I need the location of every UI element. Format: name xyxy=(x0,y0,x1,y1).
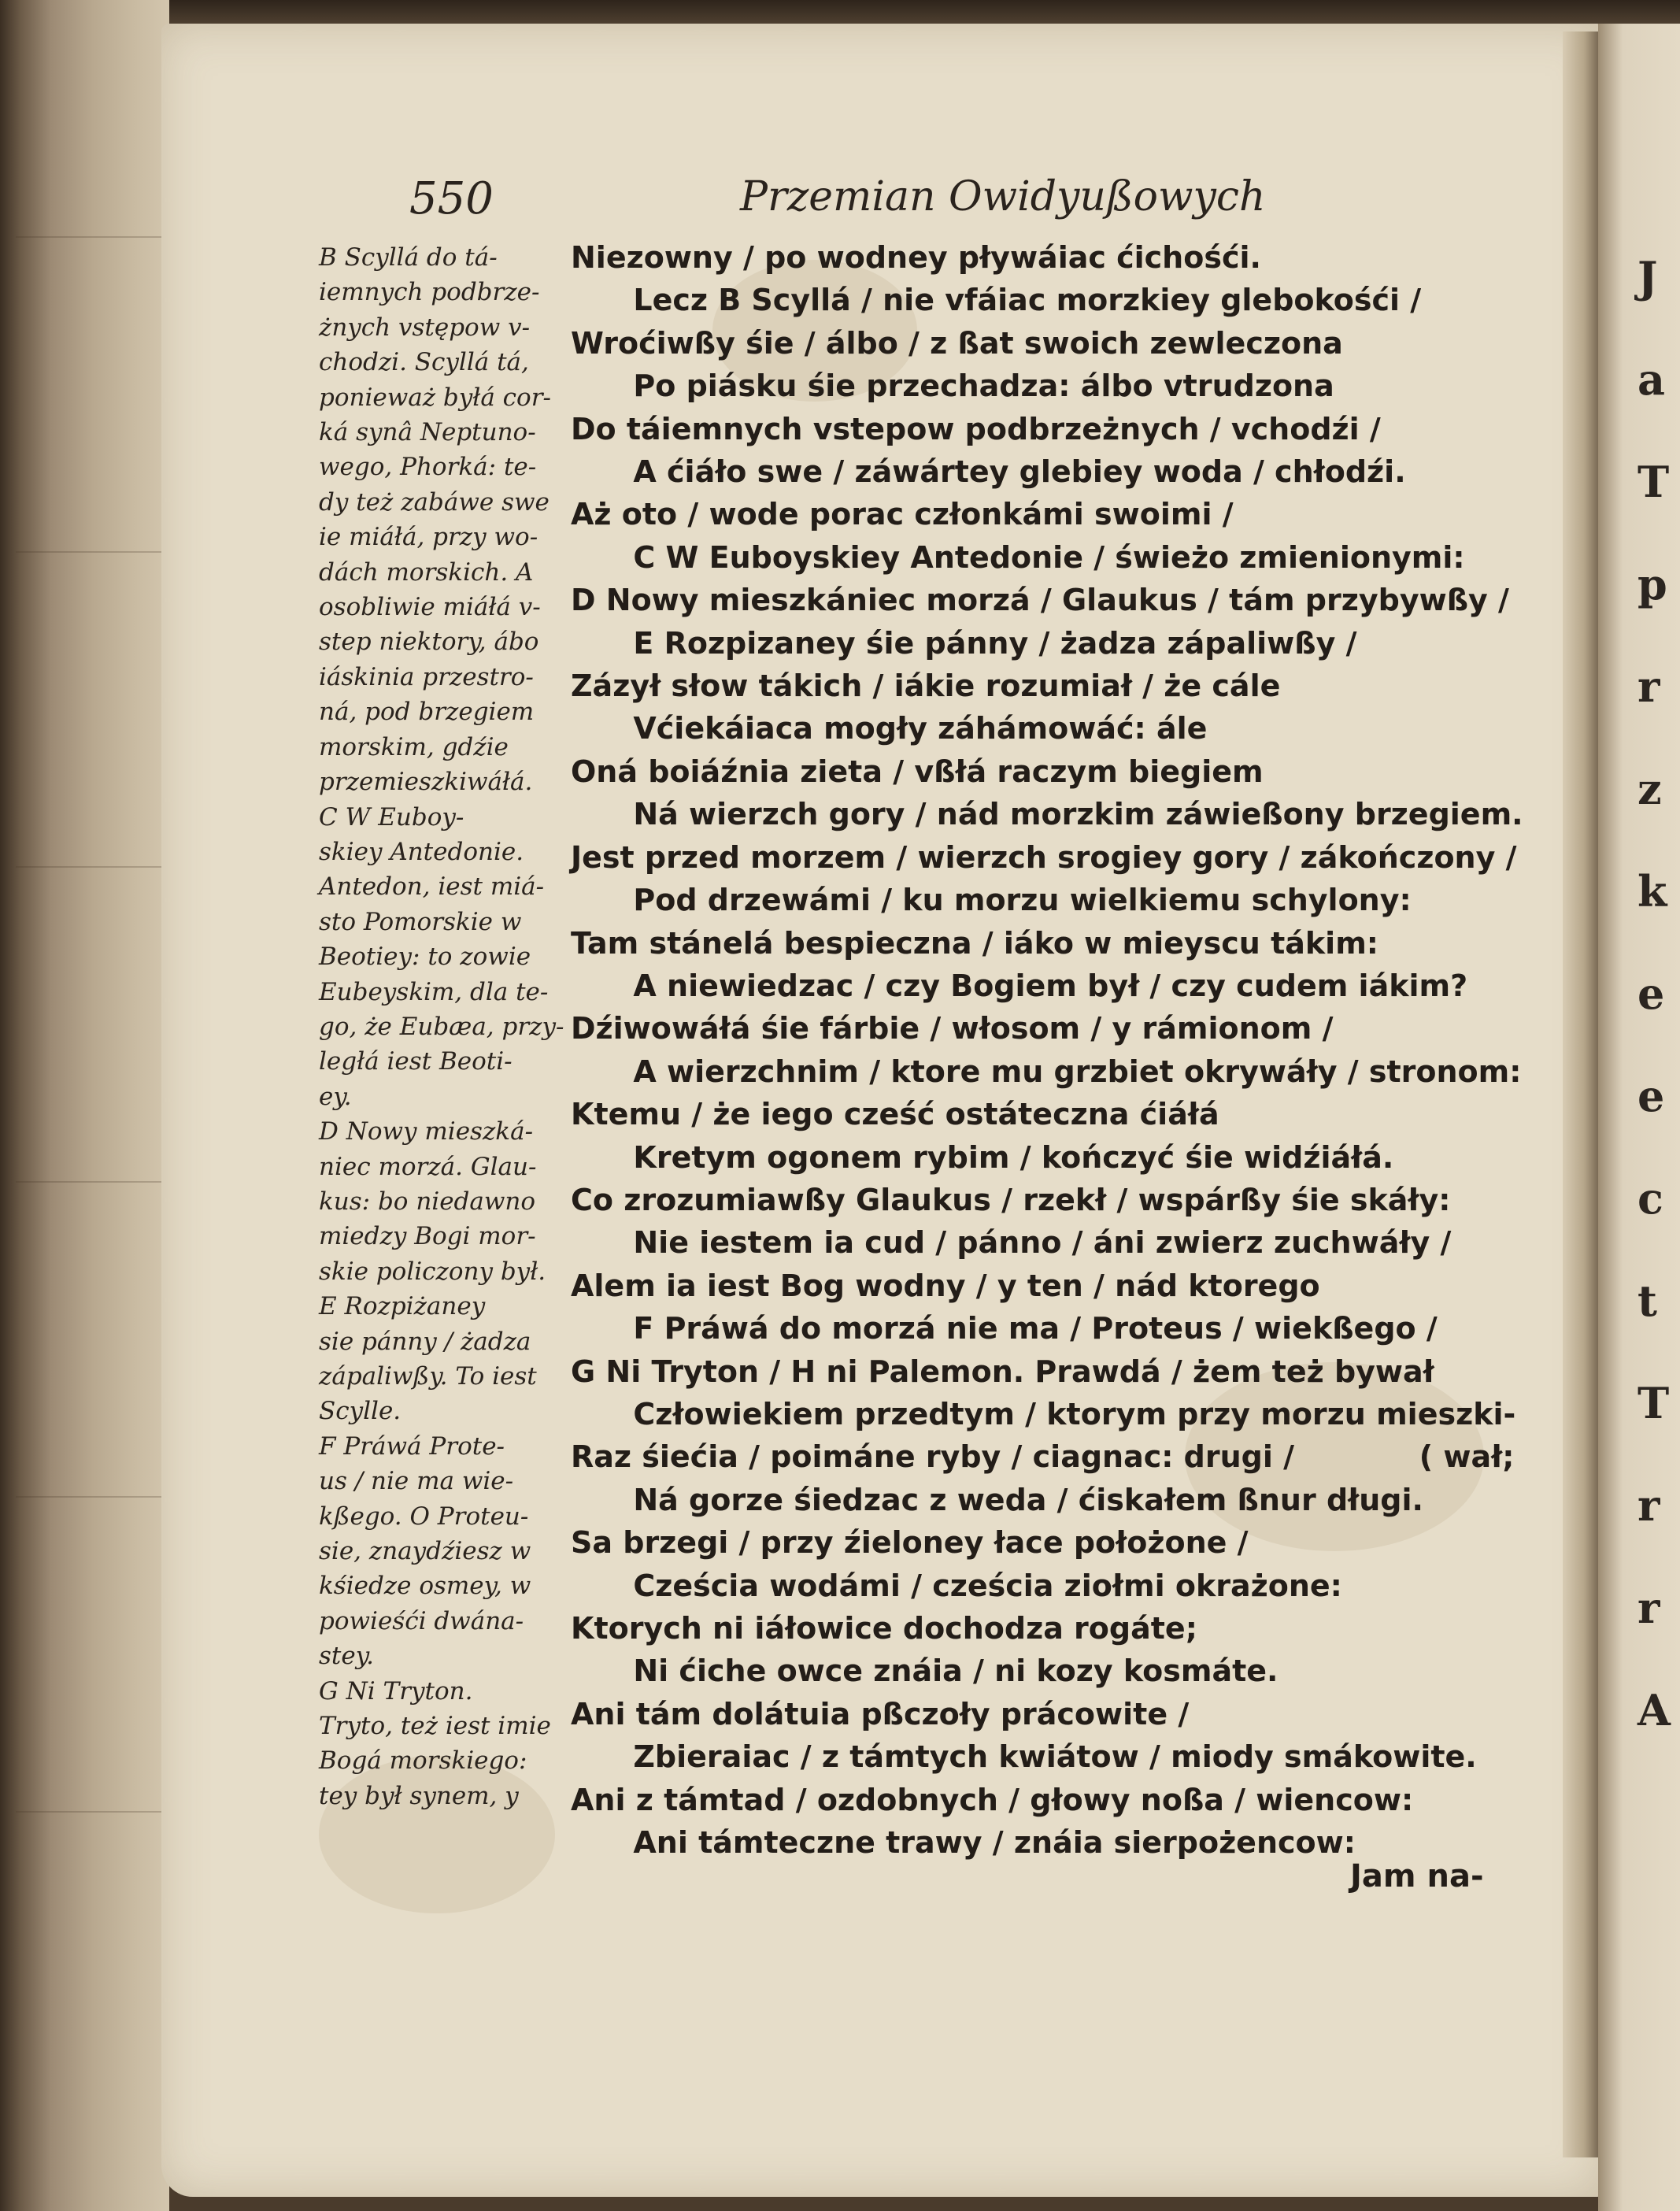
bleed-letter: z xyxy=(1637,764,1662,814)
bleed-letter: c xyxy=(1637,1173,1663,1224)
margin-note-line: us / nie ma wie‐ xyxy=(319,1467,514,1496)
margin-note-line: Tryto, też iest imie xyxy=(319,1712,551,1741)
verse-line: Jest przed morzem / wierzch srogiey gory / zákończony / xyxy=(571,839,1517,875)
margin-note-line: niec morzá. Glau‐ xyxy=(319,1152,537,1181)
margin-note-line: ey. xyxy=(319,1082,352,1111)
verse-line: C W Euboyskiey Antedonie / świeżo zmienionymi: xyxy=(571,539,1465,575)
margin-note-line: Eubeyskim, dla te‐ xyxy=(319,977,549,1006)
margin-note-line: kśiedze osmey, w xyxy=(319,1572,531,1601)
bleed-letter: t xyxy=(1637,1276,1657,1326)
verse-line: Ná wierzch gory / nád morzkim záwießony brzegiem. xyxy=(571,797,1523,832)
page-header xyxy=(409,173,1354,236)
verse-line: Oná boiáźnia zieta / vßłá raczym biegiem xyxy=(571,754,1264,789)
margin-note-line: wego, Phorká: te‐ xyxy=(319,453,537,482)
margin-note-line: kus: bo niedawno xyxy=(319,1187,536,1216)
margin-note-line: osobliwie miáłá v‐ xyxy=(319,593,541,622)
bleed-letter: r xyxy=(1637,1583,1660,1633)
margin-note-line: F Práwá Prote‐ xyxy=(319,1431,505,1461)
bleed-letter: r xyxy=(1637,661,1660,712)
page-gutter xyxy=(1563,31,1598,2157)
margin-note-line: Scylle. xyxy=(319,1397,401,1426)
margin-note-line: ná, pod brzegiem xyxy=(319,698,535,727)
verse-line: Dźiwowáłá śie fárbie / włosom / y rámionom / xyxy=(571,1011,1334,1046)
margin-note-line: G Ni Tryton. xyxy=(319,1676,473,1705)
margin-note-line: zápaliwßy. To iest xyxy=(319,1362,537,1391)
margin-note-line: tey był synem, y xyxy=(319,1781,519,1810)
verse-line: Zázył słow tákich / iákie rozumiał / że cále xyxy=(571,668,1281,704)
catchword: Jam na‐ xyxy=(1350,1858,1484,1894)
bleed-letter: a xyxy=(1637,354,1665,405)
bleed-letter: e xyxy=(1637,968,1665,1019)
verse-line: G Ni Tryton / H ni Palemon. Prawdá / żem też bywał xyxy=(571,1354,1434,1389)
bleed-letter: J xyxy=(1637,252,1658,302)
margin-note-line: iemnych podbrze‐ xyxy=(319,278,540,307)
verse-line: Ani z támtad / ozdobnych / głowy noßa / wiencow: xyxy=(571,1782,1414,1817)
verse-line: D Nowy mieszkániec morzá / Glaukus / tám przybywßy / xyxy=(571,583,1509,618)
margin-note-line: Antedon, iest miá‐ xyxy=(319,872,545,902)
margin-note-line: kßego. O Proteu‐ xyxy=(319,1502,529,1531)
margin-note-line: B Scyllá do tá‐ xyxy=(319,243,498,272)
margin-note-line: przemieszkiwáłá. xyxy=(319,768,533,797)
verse-line: Nie iestem ia cud / pánno / áni zwierz zuchwáły / xyxy=(571,1225,1452,1261)
verse-line: E Rozpizaney śie pánny / żadza zápaliwßy / xyxy=(571,625,1357,661)
verse-line: Vćiekáiaca mogły záhámowáć: ále xyxy=(571,711,1208,746)
margin-note-line: Beotiey: to zowie xyxy=(319,943,531,972)
margin-note-line: C W Euboy‐ xyxy=(319,802,464,831)
verse-line: A wierzchnim / ktore mu grzbiet okrywáły / stronom: xyxy=(571,1054,1522,1089)
verse-line: Ni ćiche owce znáia / ni kozy kosmáte. xyxy=(571,1654,1279,1689)
bleed-letter: e xyxy=(1637,1071,1665,1121)
verse-line: Zbieraiac / z támtych kwiátow / miody smákowite. xyxy=(571,1739,1477,1775)
bleed-letter: r xyxy=(1637,1480,1660,1531)
verse-line: Cześcia wodámi / cześcia ziołmi okrażone: xyxy=(571,1568,1342,1603)
margin-note-line: sie, znaydźiesz w xyxy=(319,1537,531,1566)
verse-line: Ani támteczne trawy / znáia sierpożencow: xyxy=(571,1825,1356,1861)
margin-note-line: skiey Antedonie. xyxy=(319,837,524,866)
verse-line: Ktemu / że iego cześć ostáteczna ćiáłá xyxy=(571,1097,1219,1132)
book-page-edges xyxy=(0,0,169,2211)
verse-line: Ani tám dolátuia pßczoły prácowite / xyxy=(571,1696,1190,1731)
margin-note-line: Bogá morskiego: xyxy=(319,1746,527,1776)
margin-note-line: chodzi. Scyllá tá, xyxy=(319,348,529,377)
verse-line: Człowiekiem przedtym / ktorym przy morzu mieszki‐ xyxy=(571,1396,1516,1431)
verse-line: Tam stánelá bespieczna / iáko w mieyscu tákim: xyxy=(571,925,1378,961)
bleed-letter: p xyxy=(1637,559,1667,609)
verse-line: Raz śiećia / poimáne ryby / ciagnac: drugi / ( wał; xyxy=(571,1439,1515,1475)
verse-line: Po piásku śie przechadza: álbo vtrudzona xyxy=(571,368,1334,404)
margin-note-line: iáskinia przestro‐ xyxy=(319,662,534,691)
verse-line: Do táiemnych vstepow podbrzeżnych / vchodźi / xyxy=(571,411,1381,446)
verse-line: A niewiedzac / czy Bogiem był / czy cudem iákim? xyxy=(571,968,1468,1003)
verse-line: Sa brzegi / przy źieloney łace położone / xyxy=(571,1525,1249,1561)
verse-line: Wroćiwßy śie / álbo / z ßat swoich zewleczona xyxy=(571,325,1343,361)
bleed-letter: T xyxy=(1637,1378,1670,1428)
margin-note-line: ká synâ Neptuno‐ xyxy=(319,418,536,447)
margin-note-line: E Rozpiżaney xyxy=(319,1292,486,1321)
verse-line: F Práwá do morzá nie ma / Proteus / wiekßego / xyxy=(571,1311,1438,1346)
bleed-letter: A xyxy=(1637,1685,1671,1735)
verse-line: Alem ia iest Bog wodny / y ten / nád ktorego xyxy=(571,1268,1320,1303)
margin-note-line: powieśći dwána‐ xyxy=(319,1606,524,1635)
verse-line: A ćiáło swe / záwártey glebiey woda / chłodźi. xyxy=(571,454,1406,490)
verse-line: Niezowny / po wodney pływáiac ćichośći. xyxy=(571,240,1261,275)
verse-line: Co zrozumiawßy Glaukus / rzekł / wspárßy śie skáły: xyxy=(571,1182,1451,1217)
margin-note-line: go, że Eubæa, przy‐ xyxy=(319,1012,564,1041)
margin-note-line: sie pánny / żadza xyxy=(319,1327,531,1356)
running-title: Przemian Owidyußowych xyxy=(740,173,1266,220)
margin-note-line: step niektory, ábo xyxy=(319,628,539,657)
margin-note-line: żnych vstępow v‐ xyxy=(319,313,531,342)
verse-line: Lecz B Scyllá / nie vfáiac morzkiey glebokośći / xyxy=(571,283,1422,318)
margin-note-line: miedzy Bogi mor‐ xyxy=(319,1222,536,1251)
margin-note-line: stey. xyxy=(319,1642,374,1671)
margin-note-line: sto Pomorskie w xyxy=(319,907,522,936)
margin-note-line: dách morskich. A xyxy=(319,557,534,587)
margin-note-line: ległá iest Beoti‐ xyxy=(319,1047,513,1076)
margin-note-line: skie policzony był. xyxy=(319,1257,546,1286)
verse-line: Kretym ogonem rybim / kończyć śie widźiáłá. xyxy=(571,1139,1394,1175)
bleed-letter: T xyxy=(1637,457,1670,507)
margin-note-line: D Nowy mieszká‐ xyxy=(319,1117,534,1146)
margin-note-line: morskim, gdźie xyxy=(319,732,509,761)
verse-line: Ná gorze śiedzac z weda / ćiskałem ßnur długi. xyxy=(571,1482,1423,1517)
margin-note-line: ponieważ byłá cor‐ xyxy=(319,383,551,412)
verse-line: Pod drzewámi / ku morzu wielkiemu schylony: xyxy=(571,883,1412,918)
verse-line: Ktorych ni iáłowice dochodza rogáte; xyxy=(571,1611,1197,1646)
verse-line: Aż oto / wode porac członkámi swoimi / xyxy=(571,497,1234,532)
bleed-letter: k xyxy=(1637,866,1667,917)
margin-note-line: dy też zabáwe swe xyxy=(319,487,550,517)
main-text-verses xyxy=(571,236,1547,1864)
margin-note-line: ie miáłá, przy wo‐ xyxy=(319,523,538,552)
page-number: 550 xyxy=(409,173,494,224)
